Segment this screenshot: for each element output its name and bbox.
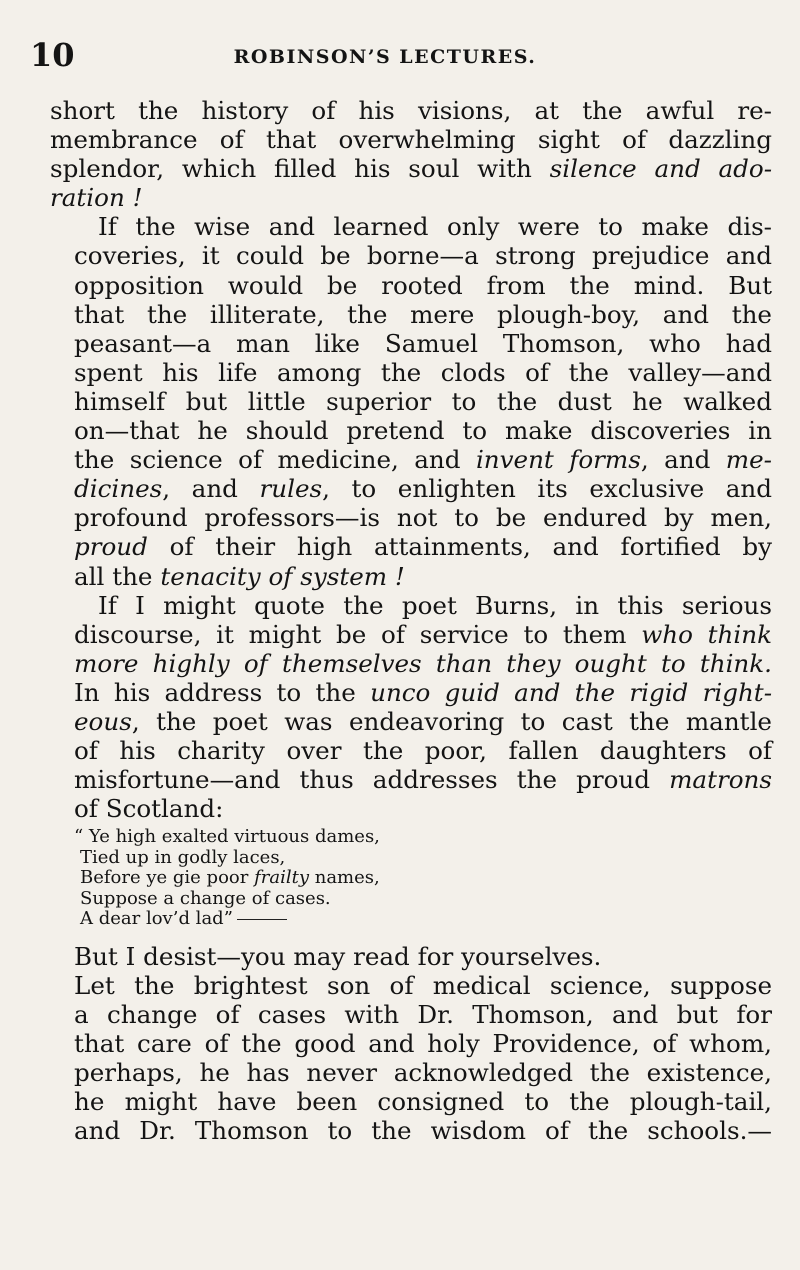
verse-line: A dear lov’d lad”	[74, 909, 772, 930]
verse-quote	[74, 827, 772, 930]
verse-line: “ Ye high exalted virtuous dames,	[74, 826, 380, 848]
text-line: on—that he should pretend to make discoveries in	[74, 416, 772, 446]
text-line: dicines, and rules, to enlighten its exclusive and	[74, 474, 772, 504]
verse-line: Before ye gie poor frailty names,	[80, 867, 380, 889]
text-line: that care of the good and holy Providence, of whom,	[74, 1029, 772, 1059]
text-line: ration !	[50, 183, 143, 213]
text-line: himself but little superior to the dust he walked	[74, 386, 772, 416]
page-number: 10	[30, 36, 75, 74]
text-line: he might have been consigned to the plough-tail,	[74, 1087, 772, 1117]
text-line: spent his life among the clods of the valley—and	[74, 357, 772, 387]
paragraph-4	[50, 942, 772, 1146]
text-line: all the tenacity of system !	[74, 561, 405, 591]
text-line: But I desist—you may read for yourselves.	[74, 941, 602, 971]
text-line: peasant—a man like Samuel Thomson, who had	[74, 328, 772, 358]
page-header	[30, 36, 740, 72]
text-line: discourse, it might be of service to them who think	[74, 619, 772, 649]
text-line: of his charity over the poor, fallen daughters of	[74, 736, 772, 766]
text-line: misfortune—and thus addresses the proud matrons	[74, 765, 772, 795]
text-line: that the illiterate, the mere plough-boy, and the	[74, 299, 772, 329]
text-line: Let the brightest son of medical science, suppose	[74, 970, 772, 1000]
text-line: proud of their high attainments, and fortified by	[74, 532, 772, 562]
text-line: In his address to the unco guid and the rigid right-	[74, 677, 773, 707]
text-line: membrance of that overwhelming sight of dazzling	[50, 125, 772, 155]
text-line: of Scotland:	[74, 794, 224, 824]
running-title: ROBINSON’S LECTURES.	[233, 46, 537, 68]
text-line: perhaps, he has never acknowledged the existence,	[74, 1058, 772, 1088]
paragraph-3	[50, 591, 772, 824]
verse-line: Suppose a change of cases.	[80, 887, 331, 909]
dash-rule	[237, 919, 287, 920]
page-body	[50, 96, 772, 1146]
text-line: the science of medicine, and invent forms, and me-	[74, 445, 772, 475]
verse-line: Tied up in godly laces,	[80, 846, 286, 868]
paragraph-1	[50, 96, 772, 212]
text-line: opposition would be rooted from the mind. But	[74, 270, 772, 300]
text-line: short the history of his visions, at the awful re-	[50, 96, 772, 125]
text-line: coveries, it could be borne—a strong prejudice and	[74, 241, 772, 271]
paragraph-2	[50, 212, 772, 590]
text-line: eous, the poet was endeavoring to cast the mantle	[74, 706, 772, 736]
text-line: If I might quote the poet Burns, in this serious	[98, 590, 772, 620]
text-line: If the wise and learned only were to make dis-	[98, 212, 772, 242]
text-line: profound professors—is not to be endured by men,	[74, 503, 772, 533]
text-line: more highly of themselves than they ought to think.	[74, 648, 772, 678]
text-line: and Dr. Thomson to the wisdom of the schools.—	[74, 1116, 772, 1146]
text-line: a change of cases with Dr. Thomson, and but for	[74, 1000, 772, 1030]
text-line: splendor, which filled his soul with silence and ado-	[50, 154, 773, 184]
